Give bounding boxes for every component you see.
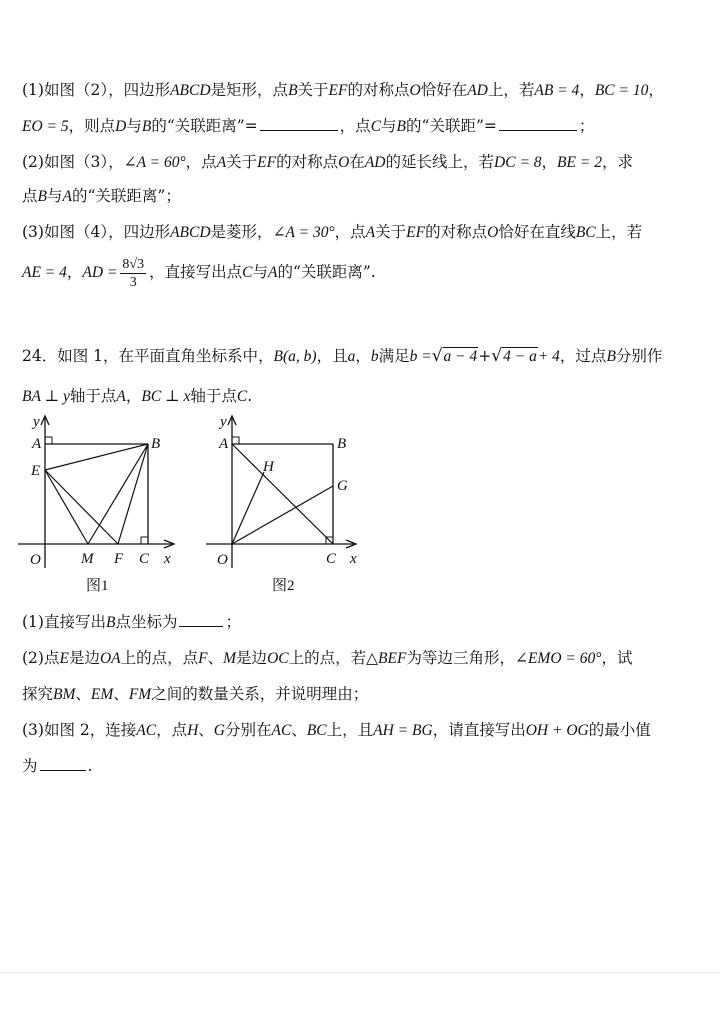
fig2-label-g: G: [337, 478, 348, 494]
fig1-segment-be: [45, 444, 148, 470]
fig1-segment-bm: [88, 444, 148, 544]
fig1-segment-bf: [118, 444, 148, 544]
q23-part2-line1: (2)如图（3），∠A = 60°，点A关于EF的对称点O在AD的延长线上，若DC = 8，BE = 2，求: [22, 153, 633, 171]
q24-stem-line1: 24．如图 1，在平面直角坐标系中，B(a, b)，且a，b满足b =√a − 4+√4 − a+ 4，过点B分别作: [22, 346, 663, 366]
fig2-label-y: y: [220, 414, 227, 430]
page-bottom-rule: [0, 972, 720, 973]
fig1-right-angle-c: [141, 537, 148, 544]
fig1-label-c: C: [139, 551, 150, 567]
fig1-label-b: B: [151, 436, 161, 452]
fig2-caption: 图2: [272, 578, 295, 594]
q24-part2-line1: (2)点E是边OA上的点，点F、M是边OC上的点，若△BEF为等边三角形，∠EMO = 60°，试: [22, 649, 633, 667]
fraction-8root3-over-3: $\frac{8√3}{3}$: [122, 256, 145, 290]
q24-part1: (1)直接写出B点坐标为 ；: [22, 613, 241, 631]
answer-blank-min-value[interactable]: [40, 756, 86, 771]
fig1-caption: 图1: [86, 578, 109, 594]
answer-blank-c-b[interactable]: [499, 116, 577, 131]
fig1-label-a: A: [32, 436, 42, 452]
q23-part3-line2: AE = 4，AD = $\frac{8√3}{3}$ ，直接写出点C与A的“关联距离”.: [22, 256, 376, 290]
fig1-label-e: E: [31, 463, 41, 479]
q24-part2-line2: 探究BM、EM、FM之间的数量关系，并说明理由；: [22, 685, 369, 703]
fig2-right-angle-a: [232, 437, 239, 444]
fig2-label-b: B: [337, 436, 347, 452]
q23-part1-line1: (1)如图（2），四边形ABCD是矩形，点B关于EF的对称点O恰好在AD上，若AB = 4，BC = 10，: [22, 81, 664, 99]
figure-2-diagram: [202, 408, 372, 598]
answer-blank-d-b[interactable]: [260, 116, 338, 131]
fig2-segment-oh: [232, 472, 264, 544]
q24-part3-line2: 为 .: [22, 757, 93, 775]
fig2-label-o: O: [217, 552, 228, 568]
fig2-label-h: H: [263, 459, 274, 475]
fig1-label-y: y: [33, 414, 40, 430]
fig1-label-o: O: [30, 552, 41, 568]
fig1-label-x: x: [164, 551, 171, 567]
q23-part3-line1: (3)如图（4），四边形ABCD是菱形，∠A = 30°，点A关于EF的对称点O恰好在直线BC上，若: [22, 223, 643, 241]
q23-part2-line2: 点B与A的“关联距离”；: [22, 187, 181, 205]
q24-stem-line2: BA ⊥ y轴于点A，BC ⊥ x轴于点C.: [22, 387, 253, 405]
answer-blank-b-coordinate[interactable]: [179, 612, 223, 627]
q23-part1-line2: EO = 5，则点D与B的“关联距离”= ，点C与B的“关联距”= ；: [22, 117, 595, 135]
fig2-segment-ac: [232, 444, 333, 544]
fig1-label-m: M: [81, 551, 94, 567]
fig2-label-a: A: [219, 436, 229, 452]
figure-1-diagram: [14, 408, 184, 598]
fig1-right-angle-a: [45, 437, 52, 444]
fig2-label-c: C: [326, 551, 337, 567]
q24-part3-line1: (3)如图 2，连接AC，点H、G分别在AC、BC上，且AH = BG，请直接写出OH + OG的最小值: [22, 721, 651, 739]
fig2-label-x: x: [350, 551, 357, 567]
fig1-label-f: F: [114, 551, 124, 567]
